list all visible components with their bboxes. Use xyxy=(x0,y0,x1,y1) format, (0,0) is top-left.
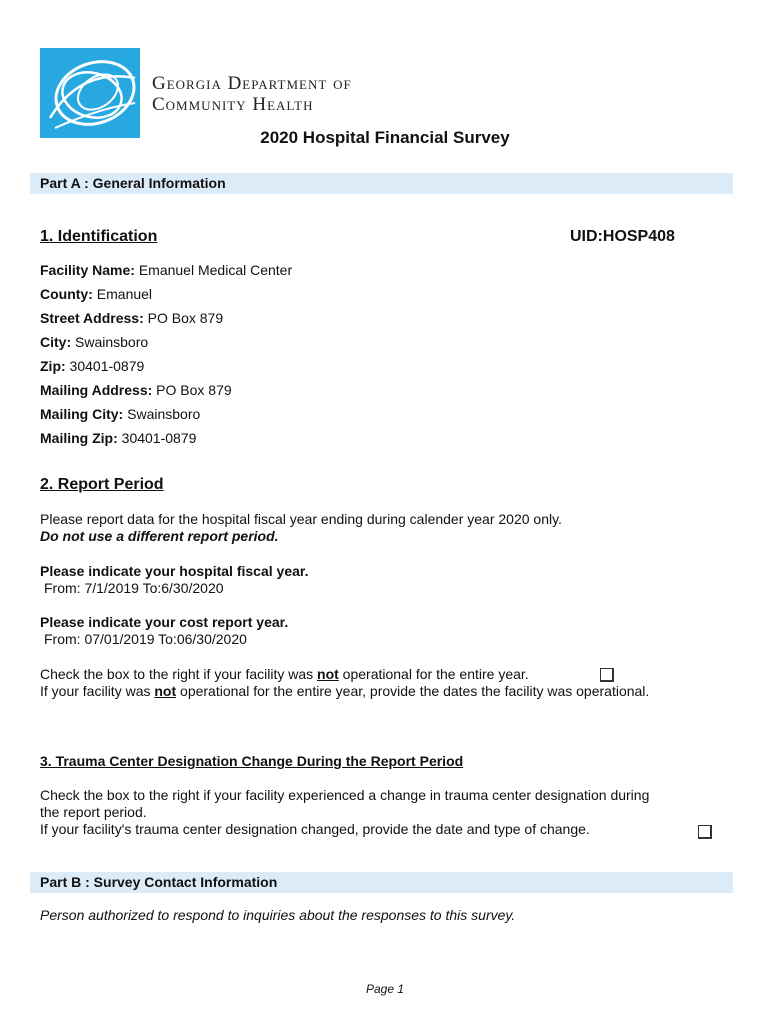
part-a-header: Part A : General Information xyxy=(30,173,733,194)
field-mailing-zip xyxy=(40,430,196,446)
not-operational-checkbox[interactable] xyxy=(600,668,614,682)
trauma-heading: 3. Trauma Center Designation Change During the Report Period xyxy=(40,753,464,769)
fiscal-year-label: Please indicate your hospital fiscal year. xyxy=(40,563,309,579)
field-city xyxy=(40,334,148,350)
field-mailing-city xyxy=(40,406,200,422)
trauma-text-line2: the report period. xyxy=(40,804,147,820)
field-label: City: xyxy=(40,334,72,350)
not-operational-text xyxy=(40,666,529,683)
field-label: Mailing Address: xyxy=(40,382,153,398)
field-value: Emanuel xyxy=(96,286,153,302)
report-period-warning: Do not use a different report period. xyxy=(40,528,279,544)
report-period-intro: Please report data for the hospital fiscal year ending during calender year 2020 only. xyxy=(40,511,562,527)
fiscal-year-value: From: 7/1/2019 To:6/30/2020 xyxy=(44,580,224,596)
field-label: County: xyxy=(40,286,93,302)
trauma-change-checkbox[interactable] xyxy=(698,825,712,839)
trauma-text-line3: If your facility's trauma center designation changed, provide the date and type of change. xyxy=(40,821,590,837)
trauma-text-line1: Check the box to the right if your facility experienced a change in trauma center designation during xyxy=(40,787,650,803)
field-label: Mailing Zip: xyxy=(40,430,118,446)
field-value: Swainsboro xyxy=(127,406,201,422)
field-value: Swainsboro xyxy=(75,334,149,350)
field-label: Mailing City: xyxy=(40,406,124,422)
org-name-line1: Georgia Department of xyxy=(152,73,352,94)
not-emphasis: not xyxy=(317,666,339,682)
field-value: 30401-0879 xyxy=(69,358,145,374)
text-segment: operational for the entire year, provide the dates the facility was operational. xyxy=(176,683,650,699)
page-number: Page 1 xyxy=(365,982,405,996)
identification-heading: 1. Identification xyxy=(40,228,158,245)
field-street-address xyxy=(40,310,223,326)
not-emphasis: not xyxy=(154,683,177,699)
cost-report-label: Please indicate your cost report year. xyxy=(40,614,289,630)
field-zip xyxy=(40,358,144,374)
text-segment: Check the box to the right if your facility was xyxy=(40,666,318,682)
org-name-line2: Community Health xyxy=(152,94,314,115)
field-county xyxy=(40,286,152,302)
field-label: Facility Name: xyxy=(40,262,135,278)
field-value: PO Box 879 xyxy=(147,310,224,326)
part-b-header: Part B : Survey Contact Information xyxy=(30,872,733,893)
dch-logo-icon xyxy=(40,48,140,138)
text-segment: operational for the entire year. xyxy=(338,666,529,682)
contact-note: Person authorized to respond to inquiries about the responses to this survey. xyxy=(40,907,516,923)
field-facility-name xyxy=(40,262,292,278)
field-label: Street Address: xyxy=(40,310,144,326)
operational-dates-text xyxy=(40,683,649,700)
uid-label: UID:HOSP408 xyxy=(570,228,675,245)
field-value: Emanuel Medical Center xyxy=(138,262,293,278)
cost-report-value: From: 07/01/2019 To:06/30/2020 xyxy=(44,631,247,647)
text-segment: If your facility was xyxy=(40,683,155,699)
field-mailing-address xyxy=(40,382,232,398)
field-value: 30401-0879 xyxy=(121,430,197,446)
field-label: Zip: xyxy=(40,358,66,374)
page-title: 2020 Hospital Financial Survey xyxy=(260,128,510,147)
field-value: PO Box 879 xyxy=(156,382,232,398)
report-period-heading: 2. Report Period xyxy=(40,476,164,493)
